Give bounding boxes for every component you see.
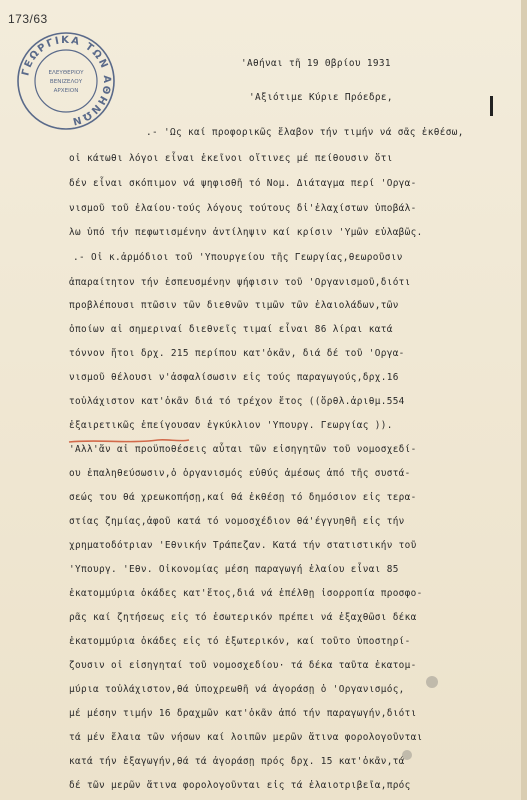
- letter-line: οἱ κάτωθι λόγοι εἶναι ἐκεῖνοι οἵτινες μέ πείθουσιν ὅτι: [69, 153, 393, 164]
- stamp-line-2: ΒΕΝΙΖΕΛΟΥ: [49, 79, 83, 85]
- letter-line: ἑκατομμύρια ὀκάδες εἰς τό ἐξωτερικόν, καί τοῦτο ὑποστηρί-: [69, 636, 411, 647]
- margin-pen-mark: [490, 96, 493, 116]
- letter-date: 'Αθήναι τῆ 19 Θβρίου 1931: [241, 58, 391, 69]
- letter-line: κατά τήν ἐξαγωγήν,θά τά ἀγοράσῃ πρός δρχ. 15 κατ'ὀκᾶν,τά: [69, 756, 405, 767]
- archive-stamp: [15, 30, 117, 132]
- letter-line: ου ἐπαληθεύσωσιν,ὁ ὀργανισμός εὐθύς ἀμέσως ἀπό τῆς συστά-: [69, 468, 411, 479]
- letter-line: .- Οἱ κ.ἁρμόδιοι τοῦ 'Υπουργείου τῆς Γεωργίας,θεωροῦσιν: [73, 252, 403, 263]
- ink-blot: [402, 750, 412, 760]
- letter-line: ζουσιν οἱ εἰσηγηταί τοῦ νομοσχεδίου· τά δέκα ταῦτα ἑκατομ-: [69, 660, 417, 671]
- letter-line: τά μέν ἔλαια τῶν νήσων καί λοιπῶν μερῶν ἅτινα φορολογοῦνται: [69, 732, 423, 743]
- letter-line: μύρια τοὐλάχιστον,θά ὑποχρεωθῆ νά ἀγοράσῃ ὁ 'Οργανισμός,: [69, 684, 405, 695]
- stamp-line-3: ΑΡΧΕΙΟΝ: [53, 88, 79, 94]
- letter-line: ρᾶς καί ζητήσεως εἰς τό ἐσωτερικόν πρέπει νά ἐξαχθῶσι δέκα: [69, 612, 417, 623]
- letter-line: προβλέπουσι πτῶσιν τῶν διεθνῶν τιμῶν τῶν ἐλαιολάδων,τῶν: [69, 300, 399, 311]
- letter-line: νισμοῦ θέλουσι ν'ἀσφαλίσωσιν εἰς τούς παραγωγούς,δρχ.16: [69, 372, 399, 383]
- letter-line: 'Αλλ'ἄν αἱ προϋποθέσεις αὗται τῶν εἰσηγητῶν τοῦ νομοσχεδί-: [69, 444, 417, 455]
- letter-salutation: 'Αξιότιμε Κύριε Πρόεδρε,: [249, 92, 393, 103]
- letter-line: δέ τῶν μερῶν ἅτινα φορολογοῦνται εἰς τά ἐλαιοτριβεῖα,πρός: [69, 780, 411, 791]
- stamp-line-1: ΕΛΕΥΘΕΡΙΟΥ: [48, 70, 84, 76]
- letter-line: τοὐλάχιστον κατ'ὀκᾶν διά τό τρέχον ἔτος ((ὅρθλ.ἀριθμ.554: [69, 396, 405, 407]
- letter-line: τόννον ἤτοι δρχ. 215 περίπου κατ'ὀκᾶν, διά δέ τοῦ 'Οργα-: [69, 348, 405, 359]
- letter-line: 'Υπουργ. 'Εθν. Οἰκονομίας μέση παραγωγή ἐλαίου εἶναι 85: [69, 564, 399, 575]
- letter-line: ἀπαραίτητον τήν ἐσπευσμένην ψήφισιν τοῦ 'Οργανισμοῦ,διότι: [69, 277, 411, 288]
- letter-line: σεώς του θά χρεωκοπήσῃ,καί θά ἐκθέσῃ τό δημόσιον εἰς τερα-: [69, 492, 417, 503]
- letter-line: νισμοῦ τοῦ ἐλαίου·τούς λόγους τούτους δἰ'ἐλαχίστων ὑποβάλ-: [69, 203, 417, 214]
- letter-line: δέν εἶναι σκόπιμον νά ψηφισθῆ τό Νομ. Διάταγμα περί 'Οργα-: [69, 178, 417, 189]
- letter-line: στίας ζημίας,ἀφοῦ κατά τό νομοσχέδιον θά'έγγυηθῆ εἰς τήν: [69, 516, 405, 527]
- ink-blot: [426, 676, 438, 688]
- handwritten-underline: [68, 437, 190, 445]
- page-edge: [521, 0, 527, 800]
- letter-line: μέ μέσην τιμήν 16 δραχμῶν κατ'ὀκᾶν ἀπό τήν παραγωγήν,διότι: [69, 708, 417, 719]
- letter-line: ἑκατομμύρια ὀκάδες κατ'ἔτος,διά νά ἐπέλθῃ ἰσορροπία προσφο-: [69, 588, 423, 599]
- letter-line: .- 'Ως καί προφορικῶς ἔλαβον τήν τιμήν νά σᾶς ἐκθέσω,: [146, 127, 464, 138]
- folio-number: 173/63: [8, 12, 48, 26]
- letter-line: ὁποίων αἱ σημεριναί διεθνεῖς τιμαί εἶναι 86 λίραι κατά: [69, 324, 393, 335]
- letter-line: ἐξαιρετικῶς ἐπείγουσαν ἐγκύκλιον 'Υπουργ. Γεωργίας )).: [69, 420, 393, 431]
- letter-line: λω ὑπό τήν πεφωτισμένην ἀντίληψιν καί κρίσιν 'Υμῶν εὐλαβῶς.: [69, 227, 423, 238]
- letter-line: χρηματοδότριαν 'Εθνικήν Τράπεζαν. Κατά τήν στατιστικήν τοῦ: [69, 540, 417, 551]
- stamp-ring-text: ΓΕΩΡΓΙΚΑ ΤΩΝ ΑΘΗΝΩΝ: [20, 34, 113, 127]
